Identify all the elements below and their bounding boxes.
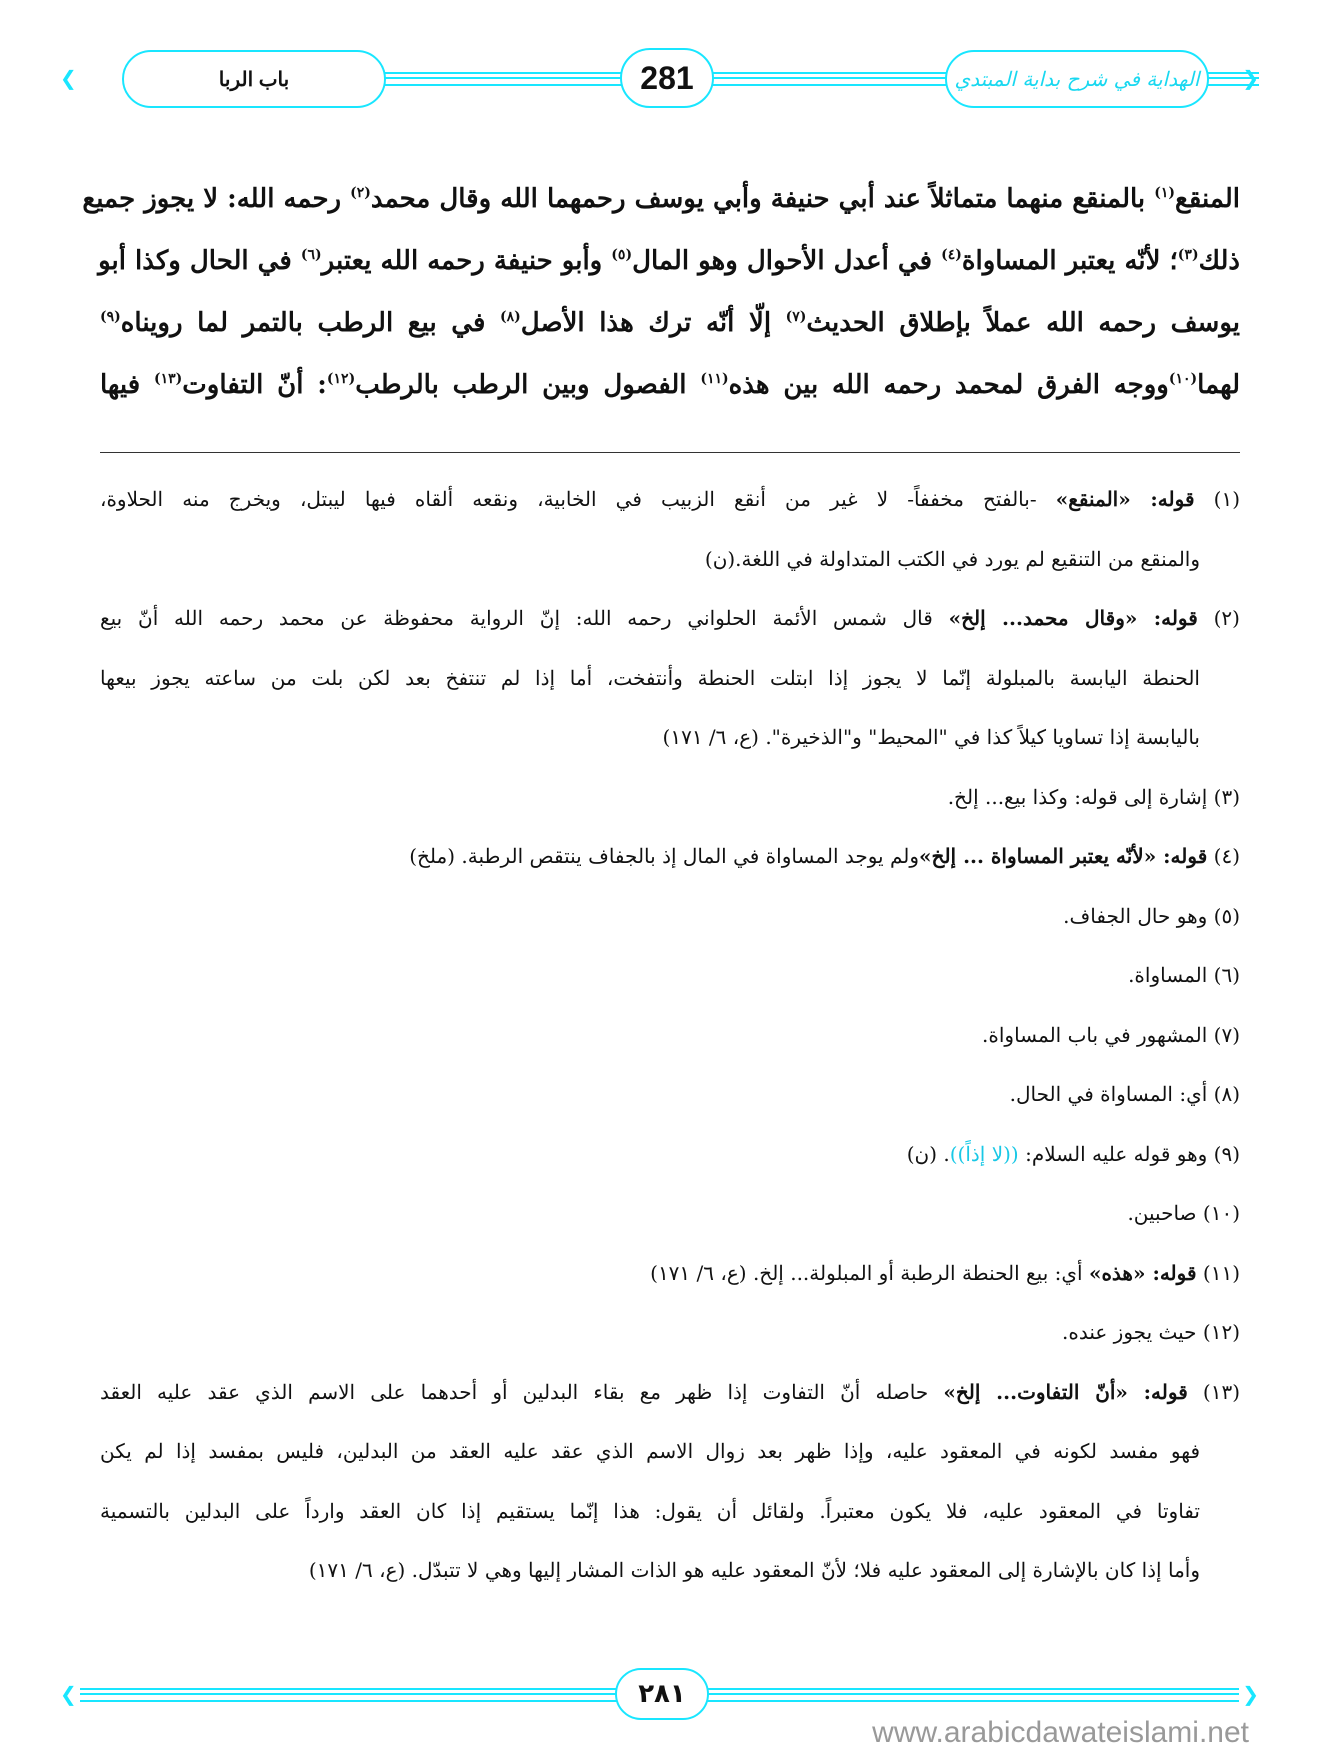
footnote-line xyxy=(100,1184,1240,1244)
text-run: (١٠) صاحبين. xyxy=(1127,1201,1240,1225)
footnote-ref: (١٠) xyxy=(1168,371,1198,387)
footnote-separator xyxy=(100,452,1240,453)
footer-page-number-box xyxy=(615,1668,709,1720)
main-line xyxy=(100,230,1240,292)
text-run: (١٢) حيث يجوز عنده. xyxy=(1062,1320,1240,1344)
footnote-line xyxy=(100,649,1240,709)
footnote-line xyxy=(100,1244,1240,1304)
footnote-line xyxy=(100,1482,1240,1542)
text-run: (١) xyxy=(1194,487,1240,511)
text-run: والمنقع من التنقيع لم يورد في الكتب المتداولة في اللغة.(ن) xyxy=(704,546,1200,571)
footnote-line xyxy=(100,1125,1240,1185)
text-run: الفصول وبين الرطب بالرطب xyxy=(355,370,701,400)
text-run: فيها xyxy=(100,370,154,400)
page-header xyxy=(60,48,1259,110)
text-run: في أعدل الأحوال وهو المال xyxy=(632,246,942,276)
text-run: إلّا أنّه ترك هذا الأصل xyxy=(520,308,786,338)
text-run: الحنطة اليابسة بالمبلولة إنّما لا يجوز إذا ابتلت الحنطة وأنتفخت، أما إذا لم تنتفخ بعد لكن بلت من ساعته يجوز بيعها xyxy=(100,665,1200,690)
quoted-term: قوله: «المنقع» xyxy=(1055,487,1195,511)
ornament-icon: ❯ xyxy=(1242,1682,1259,1706)
quoted-term: قوله: «لأنّه يعتبر المساواة ... إلخ» xyxy=(919,844,1208,868)
text-run: وأبو حنيفة رحمه الله يعتبر xyxy=(321,246,612,276)
footnote-line xyxy=(100,1422,1240,1482)
footnotes xyxy=(100,470,1240,1601)
text-run: : أنّ التفاوت xyxy=(182,370,327,400)
text-run: وأما إذا كان بالإشارة إلى المعقود عليه فلا؛ لأنّ المعقود عليه هو الذات المشار إليها وهي لا تتبدّل. (ع، ٦/ ١٧١) xyxy=(308,1558,1200,1582)
footnote-ref: (٢) xyxy=(350,185,371,201)
footnote-line xyxy=(100,530,1240,590)
ornament-icon: ❯ xyxy=(1242,66,1259,90)
text-run: (٦) المساواة. xyxy=(1128,963,1240,987)
footnote-line xyxy=(100,470,1240,530)
footnote-ref: (١٢) xyxy=(326,371,356,387)
page-number: 281 xyxy=(640,59,694,96)
text-run: (٣) إشارة إلى قوله: وكذا بيع... إلخ. xyxy=(947,784,1240,809)
footnote-line xyxy=(100,1303,1240,1363)
main-text xyxy=(82,168,1241,416)
text-run: المنقع xyxy=(1174,184,1240,214)
footnote-ref: (١١) xyxy=(700,371,729,387)
book-title-logo: الهداية في شرح بداية المبتدي xyxy=(954,67,1200,91)
book-title-box xyxy=(945,50,1209,108)
text-run: رحمه الله: لا يجوز جميع xyxy=(82,184,351,214)
text-run: (١٣) xyxy=(1187,1379,1240,1404)
text-run: بالمنقع منهما متماثلاً عند أبي حنيفة وأبي يوسف رحمهما الله وقال محمد xyxy=(370,184,1155,214)
chapter-title: باب الربا xyxy=(218,68,290,91)
quoted-term: قوله: «وقال محمد... إلخ» xyxy=(948,606,1198,630)
watermark: www.arabicdawateislami.net xyxy=(872,1716,1249,1749)
page-footer xyxy=(60,1668,1259,1720)
footnote-line xyxy=(100,1065,1240,1125)
ornament-icon: ❮ xyxy=(60,1682,77,1706)
footnote-ref: (٥) xyxy=(611,247,633,263)
text-run: -بالفتح مخففاً- لا غير من أنقع الزبيب في الخابية، ونقعه ألقاه فيها ليبتل، ويخرج منه الحلاوة، xyxy=(100,487,1056,511)
footnote-ref: (٩) xyxy=(100,309,121,325)
text-run: يوسف رحمه الله عملاً بإطلاق الحديث xyxy=(806,308,1240,338)
footnote-ref: (١٣) xyxy=(153,371,183,387)
text-run: (٨) أي: المساواة في الحال. xyxy=(1009,1082,1240,1106)
text-run: (٩) وهو قوله عليه السلام: xyxy=(1018,1141,1240,1166)
quoted-term: قوله: «أنّ التفاوت... إلخ» xyxy=(943,1379,1188,1404)
footnote-line xyxy=(100,887,1240,947)
main-line xyxy=(82,168,1240,230)
hadith-quote: ((لا إذاً)) xyxy=(949,1141,1019,1166)
footnote-line xyxy=(100,589,1240,649)
text-run: ؛ لأنّه يعتبر المساواة xyxy=(961,246,1178,276)
footnote-line xyxy=(100,708,1240,768)
footnote-line xyxy=(100,1541,1240,1601)
text-run: (٢) xyxy=(1197,606,1240,630)
text-run: ولم يوجد المساواة في المال إذ بالجفاف ينتقص الرطبة. (ملخ) xyxy=(409,844,920,868)
text-run: تفاوتا في المعقود عليه، فلا يكون معتبراً. ولقائل أن يقول: هذا إنّما يستقيم إذا كان العقد وارداً على البدلين بالتسمية xyxy=(100,1498,1200,1523)
quoted-term: قوله: «هذه» xyxy=(1088,1260,1197,1285)
text-run: في الحال وكذا أبو xyxy=(98,246,301,276)
footnote-ref: (٨) xyxy=(500,309,521,325)
text-run: . (ن) xyxy=(906,1141,950,1166)
footnote-line xyxy=(100,768,1240,828)
footnote-ref: (٧) xyxy=(785,309,807,325)
ornament-icon: ❮ xyxy=(60,66,77,90)
text-run: باليابسة إذا تساويا كيلاً كذا في "المحيط" و"الذخيرة". (ع، ٦/ ١٧١) xyxy=(662,725,1200,749)
text-run: في بيع الرطب بالتمر لما رويناه xyxy=(120,308,501,338)
footnote-ref: (٣) xyxy=(1177,247,1199,263)
chapter-title-box xyxy=(122,50,386,108)
text-run: (١١) xyxy=(1196,1260,1240,1285)
text-run: حاصله أنّ التفاوت إذا ظهر مع بقاء البدلين أو أحدهما على الاسم الذي عقد عليه العقد xyxy=(100,1379,944,1404)
text-run: ذلك xyxy=(1198,246,1240,276)
text-run: لهما xyxy=(1197,370,1241,400)
page-number-box xyxy=(620,48,714,108)
main-line xyxy=(100,354,1240,416)
footnote-line xyxy=(100,1363,1240,1423)
footnote-ref: (١) xyxy=(1154,185,1175,201)
footer-page-number: ٢٨١ xyxy=(638,1679,686,1709)
footnote-ref: (٤) xyxy=(941,247,962,263)
footnote-line xyxy=(100,1006,1240,1066)
footnote-ref: (٦) xyxy=(300,247,322,263)
text-run: (٤) xyxy=(1207,844,1240,868)
text-run: (٥) وهو حال الجفاف. xyxy=(1063,903,1240,928)
text-run: (٧) المشهور في باب المساواة. xyxy=(982,1022,1240,1047)
main-line xyxy=(100,292,1240,354)
text-run: أي: بيع الحنطة الرطبة أو المبلولة... إلخ. (ع، ٦/ ١٧١) xyxy=(650,1260,1089,1285)
text-run: قال شمس الأئمة الحلواني رحمه الله: إنّ الرواية محفوظة عن محمد رحمه الله أنّ بيع xyxy=(100,606,949,630)
footnote-line xyxy=(100,946,1240,1006)
text-run: ووجه الفرق لمحمد رحمه الله بين هذه xyxy=(728,370,1169,400)
footnote-line xyxy=(100,827,1240,887)
text-run: فهو مفسد لكونه في المعقود عليه، وإذا ظهر بعد زوال الاسم الذي عقد عليه العقد من البدلين، فليس بمفسد إذا لم يكن xyxy=(100,1439,1200,1463)
